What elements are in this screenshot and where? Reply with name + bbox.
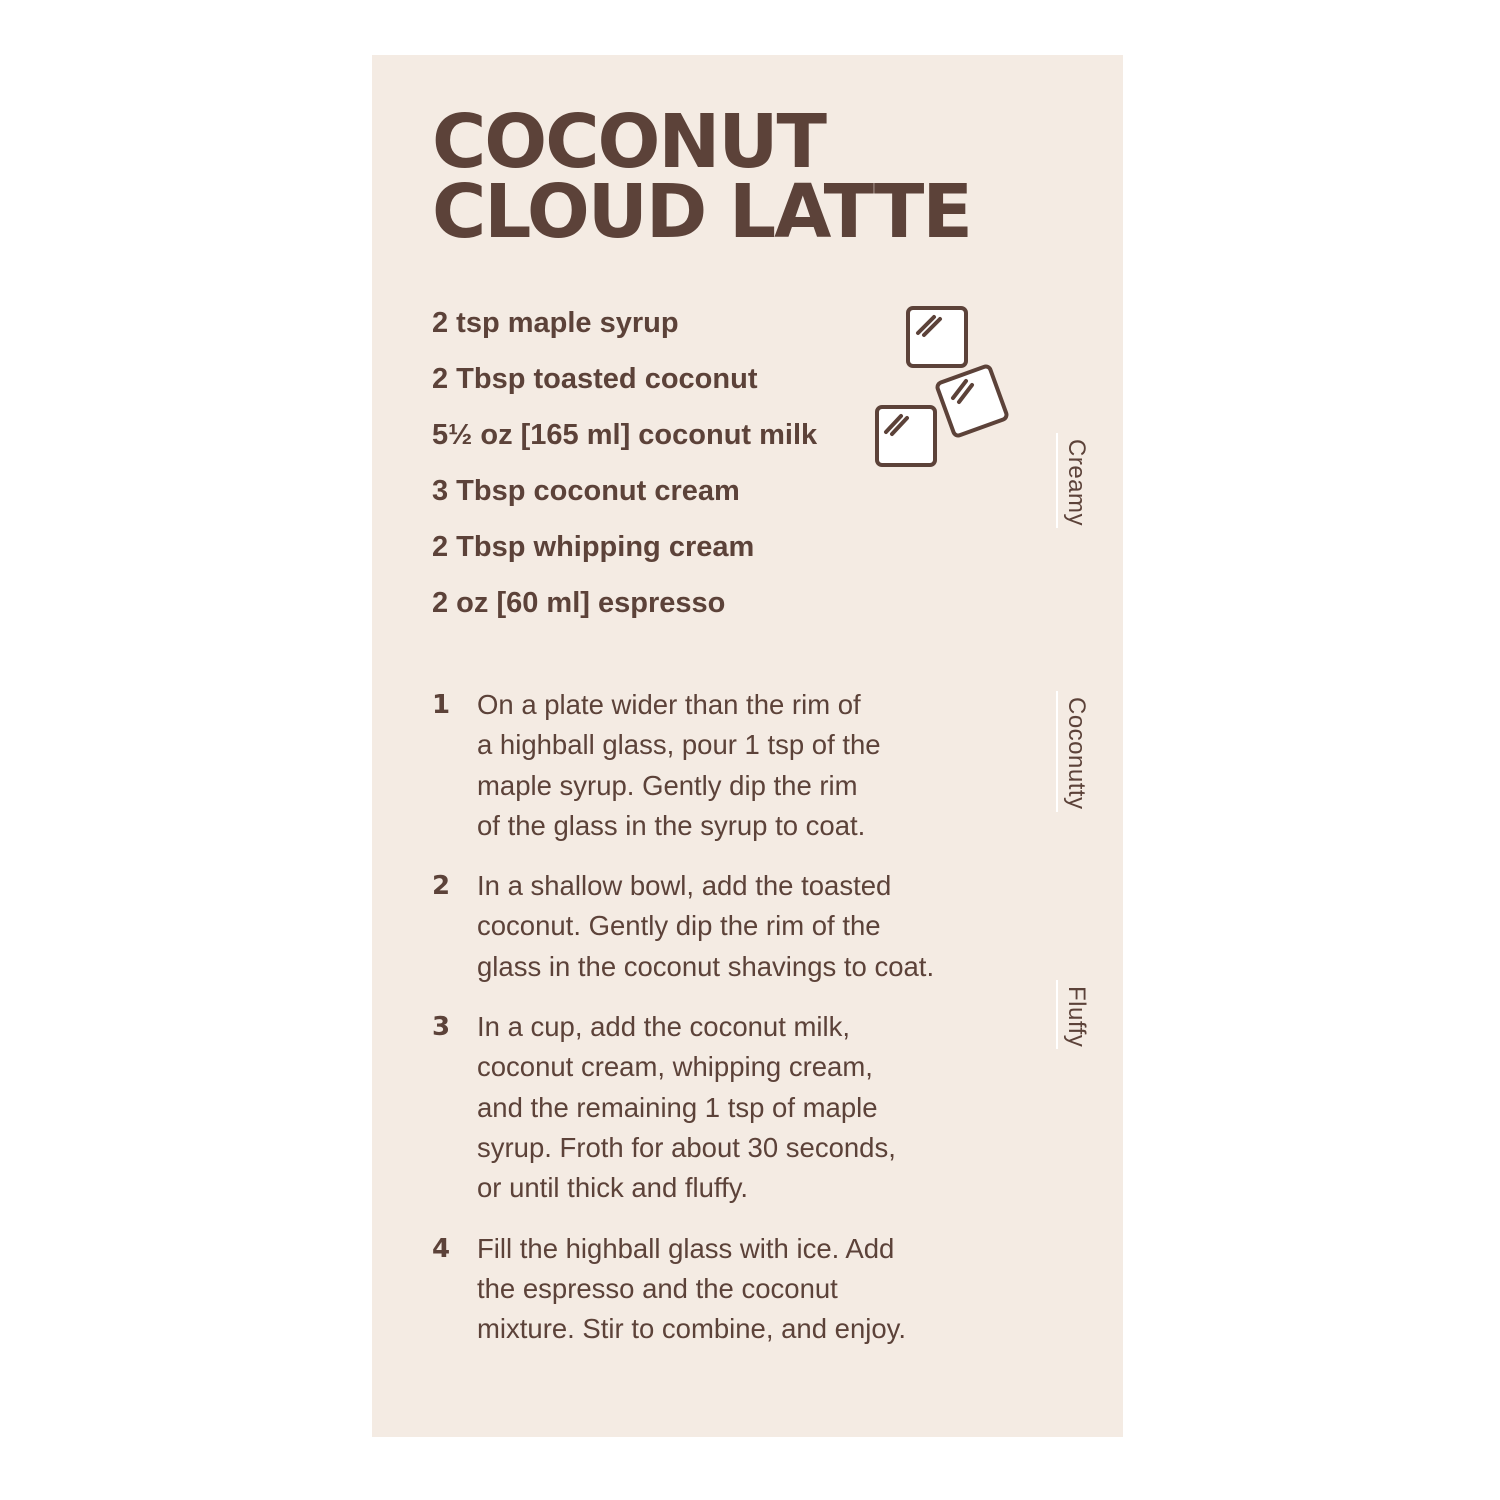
step-text: In a cup, add the coconut milk, coconut cream, whipping cream, and the remaining 1 tsp of maple syrup. Froth for about 30 seconds, or until thick and fluffy. [477,1011,896,1204]
step-item [432,1229,977,1350]
ice-cubes-icon [870,303,1015,473]
step-item [432,685,977,846]
tag-label: Creamy [1063,439,1090,527]
recipe-card [372,55,1123,1437]
tag-fluffy [1056,980,1090,1049]
ingredient-item: 5½ oz [165 ml] coconut milk [432,419,818,451]
tag-coconutty [1056,691,1090,812]
tag-label: Coconutty [1063,697,1090,810]
step-text: In a shallow bowl, add the toasted coconut. Gently dip the rim of the glass in the coconut shavings to coat. [477,870,935,982]
step-text: Fill the highball glass with ice. Add the espresso and the coconut mixture. Stir to combine, and enjoy. [477,1232,906,1345]
tag-label: Fluffy [1063,986,1090,1048]
recipe-title [432,99,971,255]
step-number: 3 [432,1012,451,1043]
step-item [432,866,1007,987]
tag-creamy [1056,433,1090,528]
ingredient-item: 2 Tbsp whipping cream [432,531,755,563]
title-line-1: COCONUT [432,99,825,185]
ingredient-item: 2 oz [60 ml] espresso [432,587,726,619]
step-item [432,1007,977,1208]
ingredient-item: 2 Tbsp toasted coconut [432,363,758,395]
step-number: 4 [432,1233,451,1264]
step-number: 1 [432,690,451,720]
step-text: On a plate wider than the rim of a highball glass, pour 1 tsp of the maple syrup. Gently dip the rim of the glass in the syrup to coat. [477,689,881,841]
title-line-2: CLOUD LATTE [432,169,971,255]
method-steps [432,685,1007,1369]
step-number: 2 [432,871,451,902]
ingredient-item: 3 Tbsp coconut cream [432,475,740,507]
ingredient-list [432,303,817,639]
ingredient-item: 2 tsp maple syrup [432,307,679,339]
